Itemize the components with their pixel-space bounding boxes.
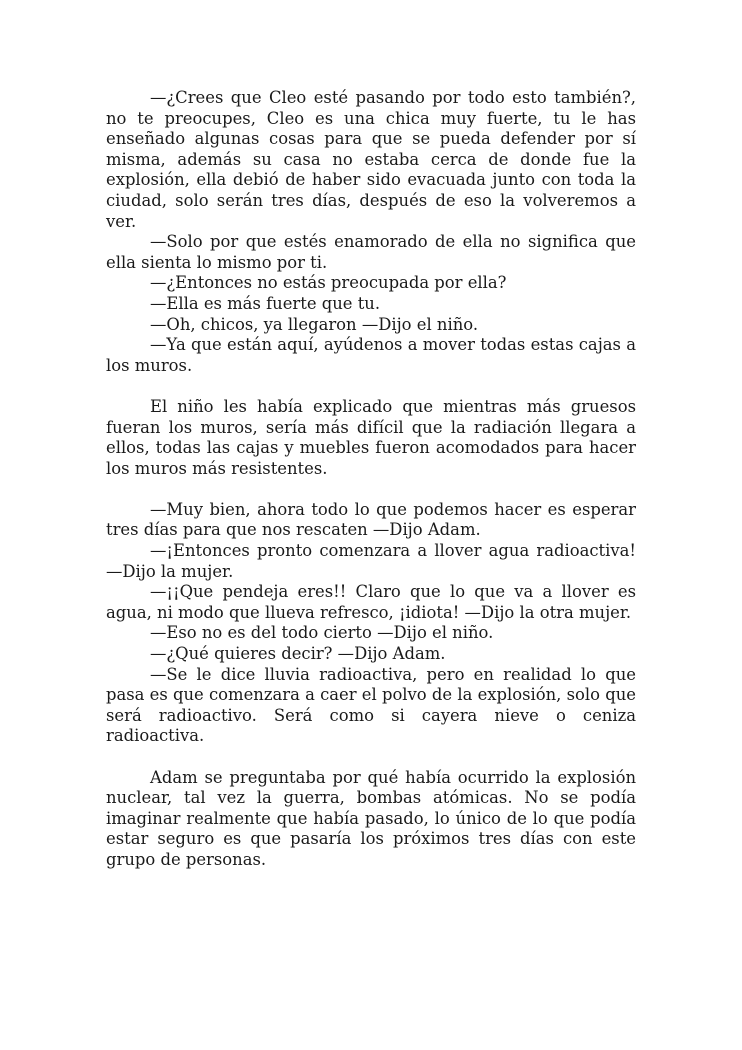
paragraph: —Oh, chicos, ya llegaron —Dijo el niño.	[150, 314, 479, 334]
paragraph: —Eso no es del todo cierto —Dijo el niño.	[150, 623, 494, 643]
paragraph: —¡¡Que pendeja eres!! Claro que lo que va a llover es agua, ni modo que llueva refresco, ¡idiota! —Dijo la otra mujer.	[106, 582, 636, 622]
paragraph: Adam se preguntaba por qué había ocurrido la explosión nuclear, tal vez la guerra, bombas atómicas. No se podía imaginar realmente que había pasado, lo único de lo que podía estar seguro es que pasaría los próximos tres días con este grupo de personas.	[106, 767, 636, 869]
paragraph: —¿Qué quieres decir? —Dijo Adam.	[150, 644, 446, 664]
paragraph: —Solo por que estés enamorado de ella no significa que ella sienta lo mismo por ti.	[106, 232, 636, 272]
paragraph: —Muy bien, ahora todo lo que podemos hacer es esperar tres días para que nos rescaten —Dijo Adam.	[106, 499, 636, 540]
paragraph: —¡Entonces pronto comenzara a llover agua radioactiva! —Dijo la mujer.	[106, 541, 636, 581]
paragraph: —Ella es más fuerte que tu.	[150, 293, 381, 313]
paragraph: —¿Crees que Cleo esté pasando por todo esto también?, no te preocupes, Cleo es una chica muy fuerte, tu le has enseñado algunas cosas para que se pueda defender por sí misma, además su casa no estaba cerca de donde fue la explosión, ella debió de haber sido evacuada junto con toda la ciudad, solo serán tres días, después de eso la volveremos a ver.	[106, 88, 636, 231]
paragraph: —¿Entonces no estás preocupada por ella?	[150, 273, 507, 293]
paragraph: —Ya que están aquí, ayúdenos a mover todas estas cajas a los muros.	[106, 335, 636, 375]
page-text	[106, 88, 636, 871]
paragraph: El niño les había explicado que mientras más gruesos fueran los muros, sería más difícil que la radiación llegara a ellos, todas las cajas y muebles fueron acomodados para hacer los muros más resistentes.	[106, 396, 636, 478]
paragraph: —Se le dice lluvia radioactiva, pero en realidad lo que pasa es que comenzara a caer el polvo de la explosión, solo que será radioactivo. Será como si cayera nieve o ceniza radioactiva.	[106, 664, 636, 746]
